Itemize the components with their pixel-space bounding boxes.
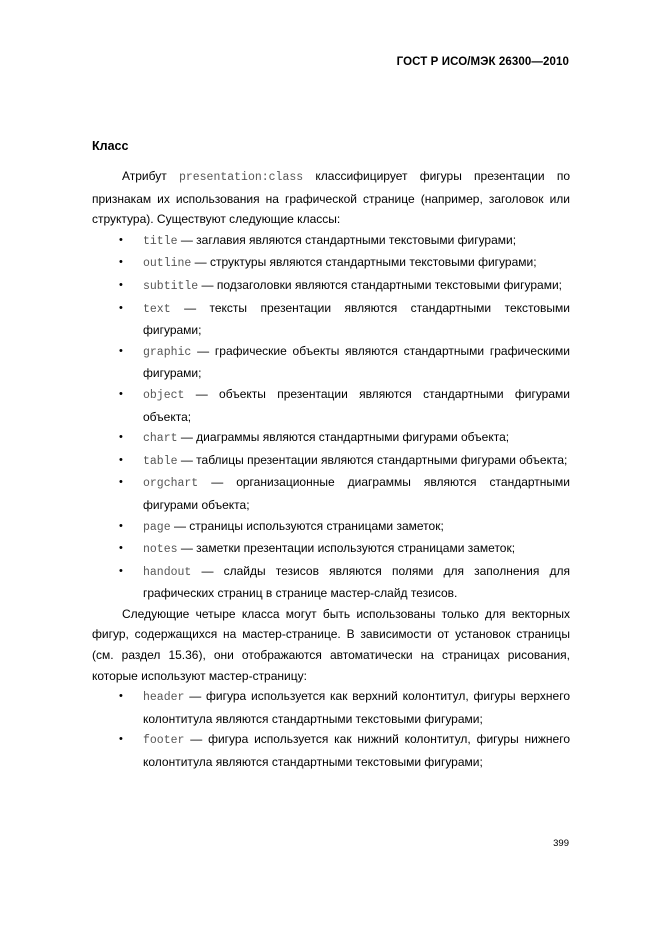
class-description: — фигура используется как нижний колонтитул, фигуры нижнего колонтитула являются стандартными текстовыми фигурами; xyxy=(143,732,570,770)
class-code: outline xyxy=(143,257,192,271)
bullet: • xyxy=(119,387,123,400)
bullet: • xyxy=(119,344,123,357)
class-code: graphic xyxy=(143,345,192,359)
list-item xyxy=(92,275,570,298)
list-item xyxy=(92,427,570,450)
bullet: • xyxy=(119,519,123,532)
intro-text-before: Атрибут xyxy=(122,169,179,183)
page-number: 399 xyxy=(553,838,569,849)
intro-text-after: классифицирует фигуры презентации по признакам их использования на графической странице (например, заголовок или структура). Существуют следующие классы: xyxy=(92,169,570,227)
vector-intro-paragraph: Следующие четыре класса могут быть использованы только для векторных фигур, содержащихся на мастер-странице. В зависимости от установок страницы (см. раздел 15.36), они отображаются автоматически на страницах рисования, которые используют мастер-страницу: xyxy=(92,606,570,683)
class-code: notes xyxy=(143,543,178,557)
list-item xyxy=(92,341,570,384)
bullet: • xyxy=(119,733,123,746)
class-code: subtitle xyxy=(143,279,199,293)
class-description: — организационные диаграммы являются стандартными фигурами объекта; xyxy=(143,475,570,512)
class-description: — тексты презентации являются стандартными текстовыми фигурами; xyxy=(143,300,570,338)
class-description: — подзаголовки являются стандартными текстовыми фигурами; xyxy=(198,277,562,292)
class-code: object xyxy=(143,388,185,402)
list-item xyxy=(92,472,570,515)
list-item xyxy=(92,729,570,772)
list-item xyxy=(92,686,570,729)
class-description: — страницы используются страницами заметок; xyxy=(170,518,444,533)
bullet: • xyxy=(119,431,123,444)
list-item xyxy=(92,252,570,275)
class-description: — таблицы презентации являются стандартными фигурами объекта; xyxy=(177,452,568,467)
class-description: — фигура используется как верхний колонтитул, фигуры верхнего колонтитула являются стандартными текстовыми фигурами; xyxy=(143,689,570,726)
class-description: — заглавия являются стандартными текстовыми фигурами; xyxy=(177,232,517,247)
document-header: ГОСТ Р ИСО/МЭК 26300—2010 xyxy=(396,56,569,68)
section-title: Класс xyxy=(92,139,129,153)
class-code: header xyxy=(143,691,185,705)
class-code: footer xyxy=(143,734,185,748)
bullet: • xyxy=(119,476,123,489)
list-item xyxy=(92,230,570,253)
class-code: chart xyxy=(143,432,178,446)
list-item xyxy=(92,516,570,539)
attribute-code: presentation:class xyxy=(178,171,304,184)
class-description: — заметки презентации используются страницами заметок; xyxy=(177,541,516,556)
list-item xyxy=(92,561,570,604)
list-item xyxy=(92,450,570,473)
bullet: • xyxy=(119,256,123,269)
main-content xyxy=(92,136,570,773)
intro-paragraph xyxy=(92,166,570,230)
class-description: — диаграммы являются стандартными фигурами объекта; xyxy=(177,430,510,445)
class-list xyxy=(92,230,570,604)
class-code: table xyxy=(143,454,178,468)
list-item xyxy=(92,538,570,561)
class-description: — структуры являются стандартными текстовыми фигурами; xyxy=(191,255,537,270)
class-code: page xyxy=(143,520,171,534)
class-description: — слайды тезисов являются полями для заполнения для графических страниц в странице мастер-слайд тезисов. xyxy=(143,563,570,601)
bullet: • xyxy=(119,301,123,314)
class-code: title xyxy=(143,234,178,248)
class-description: — объекты презентации являются стандартными фигурами объекта; xyxy=(143,386,570,424)
vector-class-list xyxy=(92,686,570,772)
class-code: orgchart xyxy=(143,477,199,491)
class-code: text xyxy=(143,302,171,316)
bullet: • xyxy=(119,278,123,291)
bullet: • xyxy=(119,690,123,703)
list-item xyxy=(92,384,570,427)
bullet: • xyxy=(119,453,123,466)
bullet: • xyxy=(119,564,123,577)
list-item xyxy=(92,298,570,341)
bullet: • xyxy=(119,542,123,555)
class-code: handout xyxy=(143,565,192,579)
class-description: — графические объекты являются стандартными графическими фигурами; xyxy=(143,343,570,381)
bullet: • xyxy=(119,233,123,246)
